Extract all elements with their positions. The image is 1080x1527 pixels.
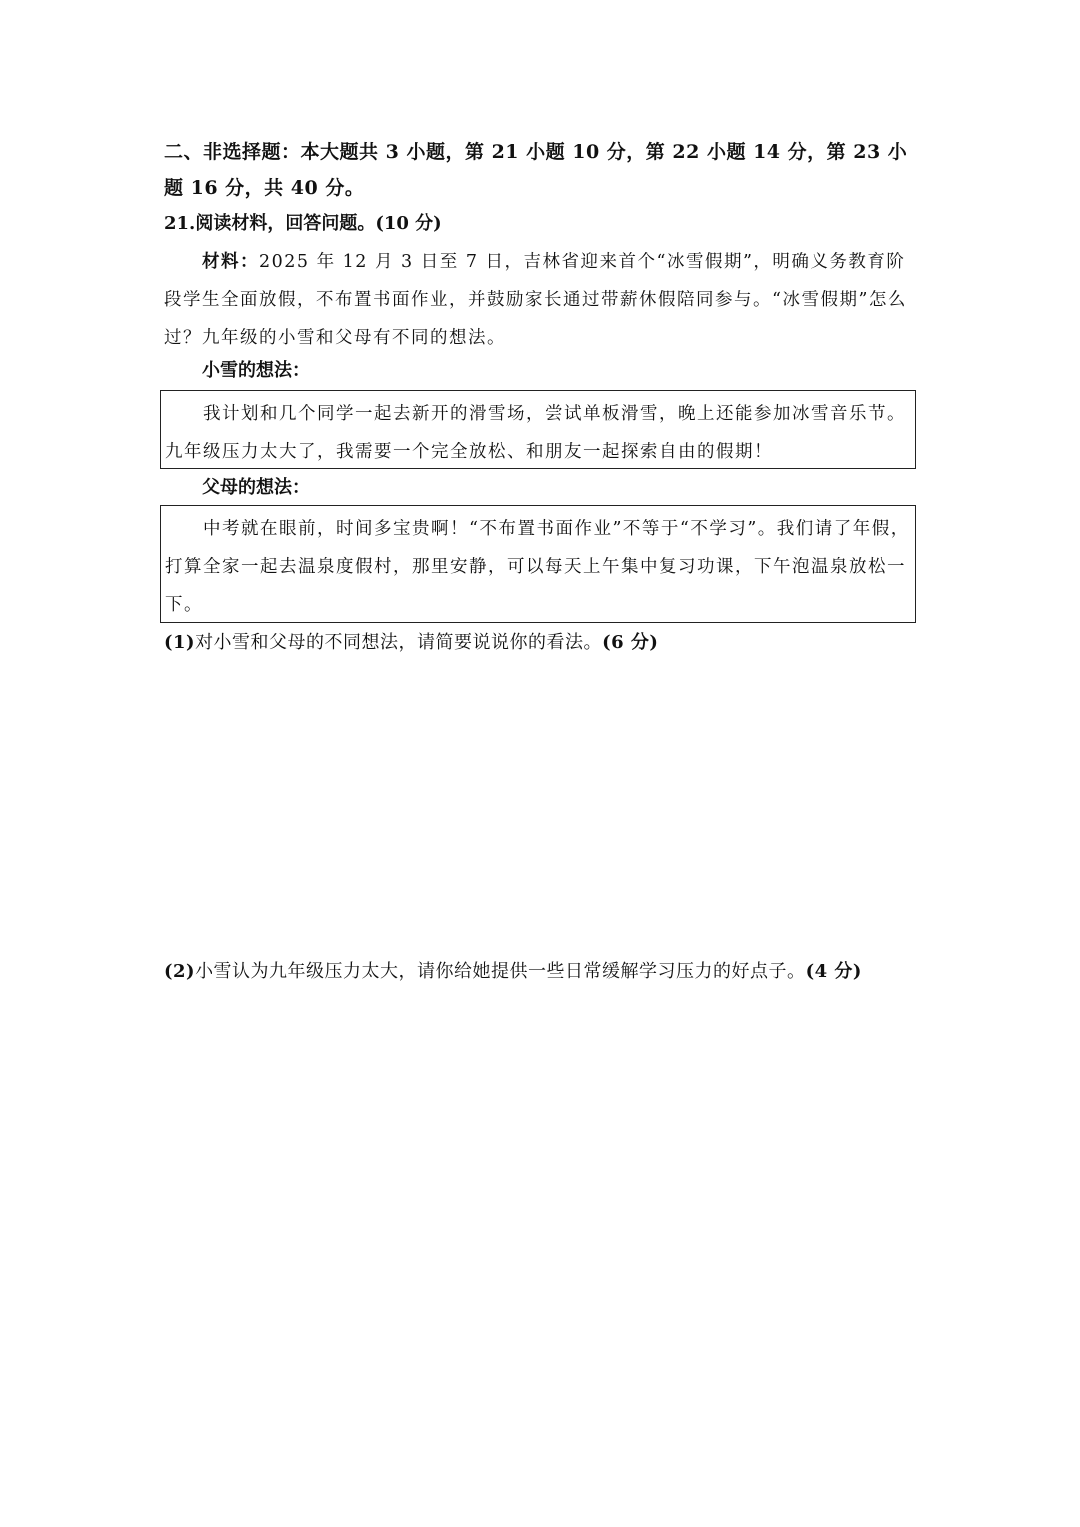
question-title: 21.阅读材料，回答问题。(10 分) (164, 213, 442, 234)
xiaoxue-box (160, 390, 916, 469)
xiaoxue-label: 小雪的想法： (202, 360, 310, 381)
sub-question-1-text: 对小雪和父母的不同想法，请简要说说你的看法。 (195, 632, 603, 653)
parents-text: 中考就在眼前，时间多宝贵啊！“不布置书面作业”不等于“不学习”。我们请了年假，打算全家一起去温泉度假村，那里安静，可以每天上午集中复习功课，下午泡温泉放松一下。 (165, 519, 910, 615)
material-text: 2025 年 12 月 3 日至 7 日，吉林省迎来首个“冰雪假期”，明确义务教育阶段学生全面放假，不布置书面作业，并鼓励家长通过带薪休假陪同参与。“冰雪假期”怎么过？九年级的小雪和父母有不同的想法。 (164, 252, 907, 348)
section-heading: 二、非选择题：本大题共 3 小题，第 21 小题 10 分，第 22 小题 14 分，第 23 小题 16 分，共 40 分。 (164, 141, 908, 199)
xiaoxue-text: 我计划和几个同学一起去新开的滑雪场，尝试单板滑雪，晚上还能参加冰雪音乐节。九年级压力太大了，我需要一个完全放松、和朋友一起探索自由的假期！ (165, 404, 906, 462)
sub-question-1-number: (1) (164, 632, 196, 653)
material-lead: 材料： (202, 252, 259, 272)
sub-question-1 (164, 628, 658, 658)
sub-question-1-score: (6 分) (602, 632, 659, 653)
material-paragraph (164, 243, 920, 357)
parents-label: 父母的想法： (202, 477, 310, 498)
parents-box (160, 505, 916, 623)
sub-question-2-text: 小雪认为九年级压力太大，请你给她提供一些日常缓解学习压力的好点子。 (195, 961, 806, 982)
sub-question-2-number: (2) (164, 961, 196, 982)
sub-question-2-score: (4 分) (805, 961, 862, 982)
sub-question-2 (164, 957, 862, 987)
